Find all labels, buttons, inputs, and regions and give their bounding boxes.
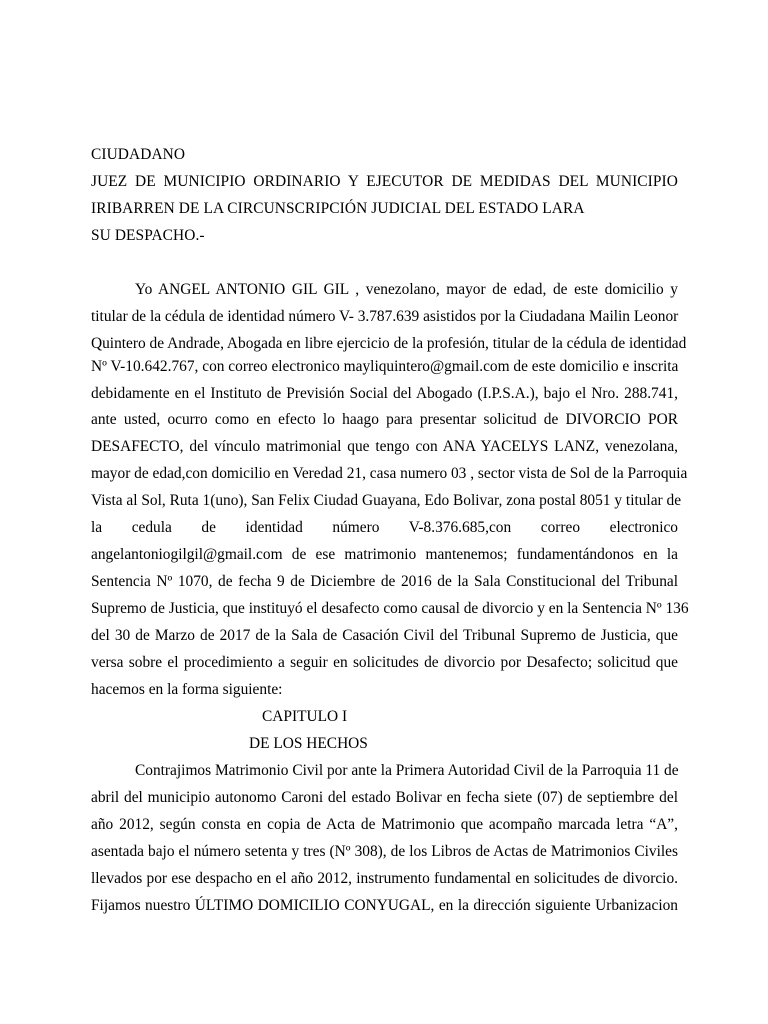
paragraph-line: Quintero de Andrade, Abogada en libre ejercicio de la profesión, titular de la cédula de identidad [91, 335, 687, 352]
paragraph-line: del 30 de Marzo de 2017 de la Sala de Casación Civil del Tribunal Supremo de Justicia, que [91, 627, 678, 644]
paragraph-line: versa sobre el procedimiento a seguir en solicitudes de divorcio por Desafecto; solicitud que [91, 654, 678, 671]
chapter-title: CAPITULO I [262, 708, 348, 725]
chapter-subtitle: DE LOS HECHOS [249, 735, 368, 752]
paragraph-line: Contrajimos Matrimonio Civil por ante la Primera Autoridad Civil de la Parroquia 11 de [135, 762, 679, 779]
addressee-line: IRIBARREN DE LA CIRCUNSCRIPCIÓN JUDICIAL DEL ESTADO LARA [91, 200, 585, 217]
paragraph-line: Vista al Sol, Ruta 1(uno), San Felix Ciudad Guayana, Edo Bolivar, zona postal 8051 y titular de [91, 492, 682, 509]
paragraph-line: debidamente en el Instituto de Previsión Social del Abogado (I.P.S.A.), bajo el Nro. 288.741, [91, 385, 678, 402]
paragraph-line: angelantoniogilgil@gmail.com de ese matrimonio mantenemos; fundamentándonos en la [91, 546, 678, 563]
paragraph-line: titular de la cédula de identidad número V- 3.787.639 asistidos por la Ciudadana Mailin Leonor [91, 308, 679, 325]
paragraph-line: llevados por ese despacho en el año 2012, instrumento fundamental en solicitudes de divorcio. [91, 870, 678, 887]
paragraph-line: Supremo de Justicia, que instituyó el desafecto como causal de divorcio y en la Sentencia Nº 136 [91, 600, 689, 617]
paragraph-line: DESAFECTO, del vínculo matrimonial que tengo con ANA YACELYS LANZ, venezolana, [91, 438, 678, 455]
paragraph-line: asentada bajo el número setenta y tres (Nº 308), de los Libros de Actas de Matrimonios Civiles [91, 843, 678, 860]
paragraph-line: ante usted, ocurro como en efecto lo haago para presentar solicitud de DIVORCIO POR [91, 411, 678, 428]
paragraph-line: año 2012, según consta en copia de Acta de Matrimonio que acompaño marcada letra “A”, [91, 816, 678, 833]
paragraph-line: Sentencia Nº 1070, de fecha 9 de Diciembre de 2016 de la Sala Constitucional del Tribunal [91, 573, 678, 590]
paragraph-line: Yo ANGEL ANTONIO GIL GIL , venezolano, mayor de edad, de este domicilio y [135, 281, 678, 298]
addressee-line: SU DESPACHO.- [91, 227, 205, 244]
paragraph-line: mayor de edad,con domicilio en Veredad 21, casa numero 03 , sector vista de Sol de la Parroquia [91, 465, 688, 482]
paragraph-line: Fijamos nuestro ÚLTIMO DOMICILIO CONYUGAL, en la dirección siguiente Urbanizacion [91, 897, 678, 914]
paragraph-line: la cedula de identidad número V-8.376.685,con correo electronico [91, 519, 678, 536]
addressee-line: CIUDADANO [91, 146, 186, 163]
paragraph-line: abril del municipio autonomo Caroni del estado Bolivar en fecha siete (07) de septiembre del [91, 789, 678, 806]
addressee-line: JUEZ DE MUNICIPIO ORDINARIO Y EJECUTOR DE MEDIDAS DEL MUNICIPIO [91, 173, 678, 190]
paragraph-line: Nº V-10.642.767, con correo electronico mayliquintero@gmail.com de este domicilio e inscrita [91, 358, 679, 375]
paragraph-line: hacemos en la forma siguiente: [91, 681, 283, 698]
